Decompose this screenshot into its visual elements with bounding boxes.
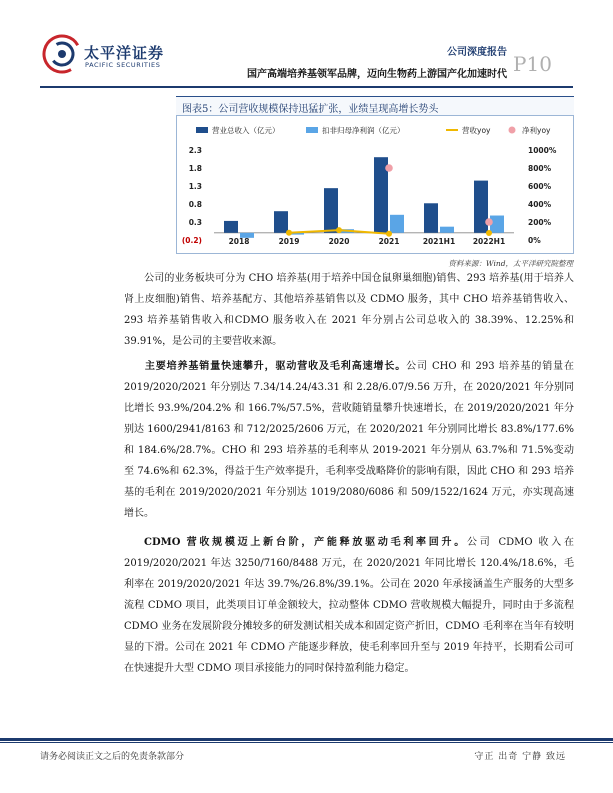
right-tick-label: 1000% [528, 146, 557, 155]
figure-title-bar [176, 96, 574, 116]
left-tick-label: 1.3 [188, 182, 202, 191]
figure-source: 资料来源：Wind，太平洋研究院整理 [448, 259, 573, 268]
line-point-2-1 [336, 227, 342, 233]
bar-0-2018 [224, 221, 238, 233]
paragraph-2-heading: 主要培养基销量快速攀升，驱动营收及毛利高速增长。 [144, 361, 407, 372]
logo-chinese-name: 太平洋证券 [84, 44, 165, 62]
category-label-2021H1: 2021H1 [422, 237, 456, 246]
bar-0-2022H1 [474, 181, 488, 233]
left-tick-label: 0.8 [188, 200, 202, 209]
paragraph-3-text: 公司 CDMO 收入在 2019/2020/2021 年达 3250/7160/8488 万元，在 2020/2021 年同比增长 120.4%/18.6%，毛利率在 2019/2020/2021 年达 39.7%/26.8%/39.1%。公司在 2020 年承接涵盖生产服务的大型多流程 CDMO 项目，此类项目订单金额较大，拉动整体 CDMO 营收规模大幅提升，同时由于多流程 CDMO 业务在发展阶段分摊较多的研发测试相关成本和固定资产折旧，CDMO 毛利率在当年有较明显的下滑。公司在 2021 年 CDMO 产能逐步释放，使毛利率回升至与 2019 年持平，长期看公司可在快速提升大型 CDMO 项目承接能力的同时保持盈利能力稳定。 [124, 537, 574, 674]
category-label-2021: 2021 [378, 237, 400, 246]
legend-label-3: 净利yoy [522, 126, 551, 135]
scatter-point-2021 [385, 164, 393, 172]
category-label-2022H1: 2022H1 [472, 237, 506, 246]
right-tick-label: 800% [528, 164, 552, 173]
report-type: 公司深度报告 [447, 47, 507, 58]
bar-0-2020 [324, 188, 338, 233]
paragraph-business-segments [124, 268, 574, 352]
report-title: 国产高端培养基领军品牌，迈向生物药上游国产化加速时代 [247, 69, 507, 80]
category-label-2020: 2020 [328, 237, 350, 246]
figure-title: 图表5：公司营收规模保持迅猛扩张，业绩呈现高增长势头 [182, 104, 439, 115]
bar-1-2021H1 [440, 227, 454, 233]
left-tick-label: 0.3 [188, 218, 202, 227]
scatter-point-2022H1 [485, 218, 493, 226]
bar-0-2019 [274, 211, 288, 233]
legend-swatch-1 [306, 127, 318, 133]
logo-english-name: PACIFIC SECURITIES [85, 61, 161, 69]
paragraph-cdmo [124, 532, 574, 679]
paragraph-3-heading: CDMO 营收规模迈上新台阶，产能释放驱动毛利率回升。 [144, 537, 468, 548]
left-tick-label: 1.8 [188, 164, 202, 173]
header-divider [40, 86, 573, 88]
legend-label-0: 营业总收入（亿元） [212, 126, 280, 135]
legend-swatch-3 [509, 127, 516, 134]
footer-divider [0, 738, 613, 741]
right-tick-label: 200% [528, 218, 552, 227]
footer-motto: 守正 出奇 宁静 致远 [474, 752, 566, 762]
line-point-2-0 [286, 230, 292, 236]
company-logo [42, 34, 192, 74]
paragraph-1-text: 公司的业务板块可分为 CHO 培养基(用于培养中国仓鼠卵巢细胞)销售、293 培养基(用于培养人肾上皮细胞)销售、培养基配方、其他培养基销售以及 CDMO 服务，其中 CHO 培养基销售收入、293 培养基销售收入和CDMO 服务收入在 2021 年分别占公司总收入的 38.39%、12.25%和 39.91%，是公司的主要营收来源。 [124, 273, 574, 347]
line-point-2-2 [386, 231, 392, 237]
legend-swatch-0 [196, 127, 208, 133]
line-point-2-3 [486, 230, 492, 236]
legend-label-2: 营收yoy [462, 126, 491, 135]
footer-divider-thin [0, 742, 613, 743]
right-tick-label: 400% [528, 200, 552, 209]
bar-0-2021H1 [424, 203, 438, 233]
paragraph-culture-media [124, 356, 574, 524]
right-tick-label: 600% [528, 182, 552, 191]
footer-disclaimer: 请务必阅读正文之后的免责条款部分 [40, 752, 185, 762]
category-label-2018: 2018 [228, 237, 250, 246]
page-number-value: 10 [526, 52, 552, 76]
revenue-profit-chart [176, 118, 574, 252]
left-tick-label: (0.2) [181, 236, 202, 245]
left-tick-label: 2.3 [188, 146, 202, 155]
right-tick-label: 0% [528, 236, 541, 245]
bar-1-2021 [390, 215, 404, 233]
legend-label-1: 扣非归母净利润（亿元） [322, 126, 405, 135]
page-prefix: P [513, 52, 527, 76]
page-number [513, 48, 552, 78]
logo-mark-icon [42, 34, 82, 74]
category-label-2019: 2019 [278, 237, 300, 246]
paragraph-2-text: 公司 CHO 和 293 培养基的销量在 2019/2020/2021 年分别达 7.34/14.24/43.31 和 2.28/6.07/9.56 万升，在 2020/2021 年分别同比增长 93.9%/204.2% 和 166.7%/57.5%，营收随销量攀升快速增长，在 2019/2020/2021 年分别达 1600/2941/8163 和 712/2025/2606 万元，在 2020/2021 年分别同比增长 83.8%/177.6%和 184.6%/28.7%。CHO 和 293 培养基的毛利率从 2019-2021 年分别从 63.7%和 71.5%变动至 74.6%和 62.3%，得益于生产效率提升，毛利率受战略降价的影响有限，因此 CHO 和 293 培养基的毛利在 2019/2020/2021 年分别达 1019/2080/6086 和 509/1522/1624 万元，亦实现高速增长。 [124, 361, 575, 519]
